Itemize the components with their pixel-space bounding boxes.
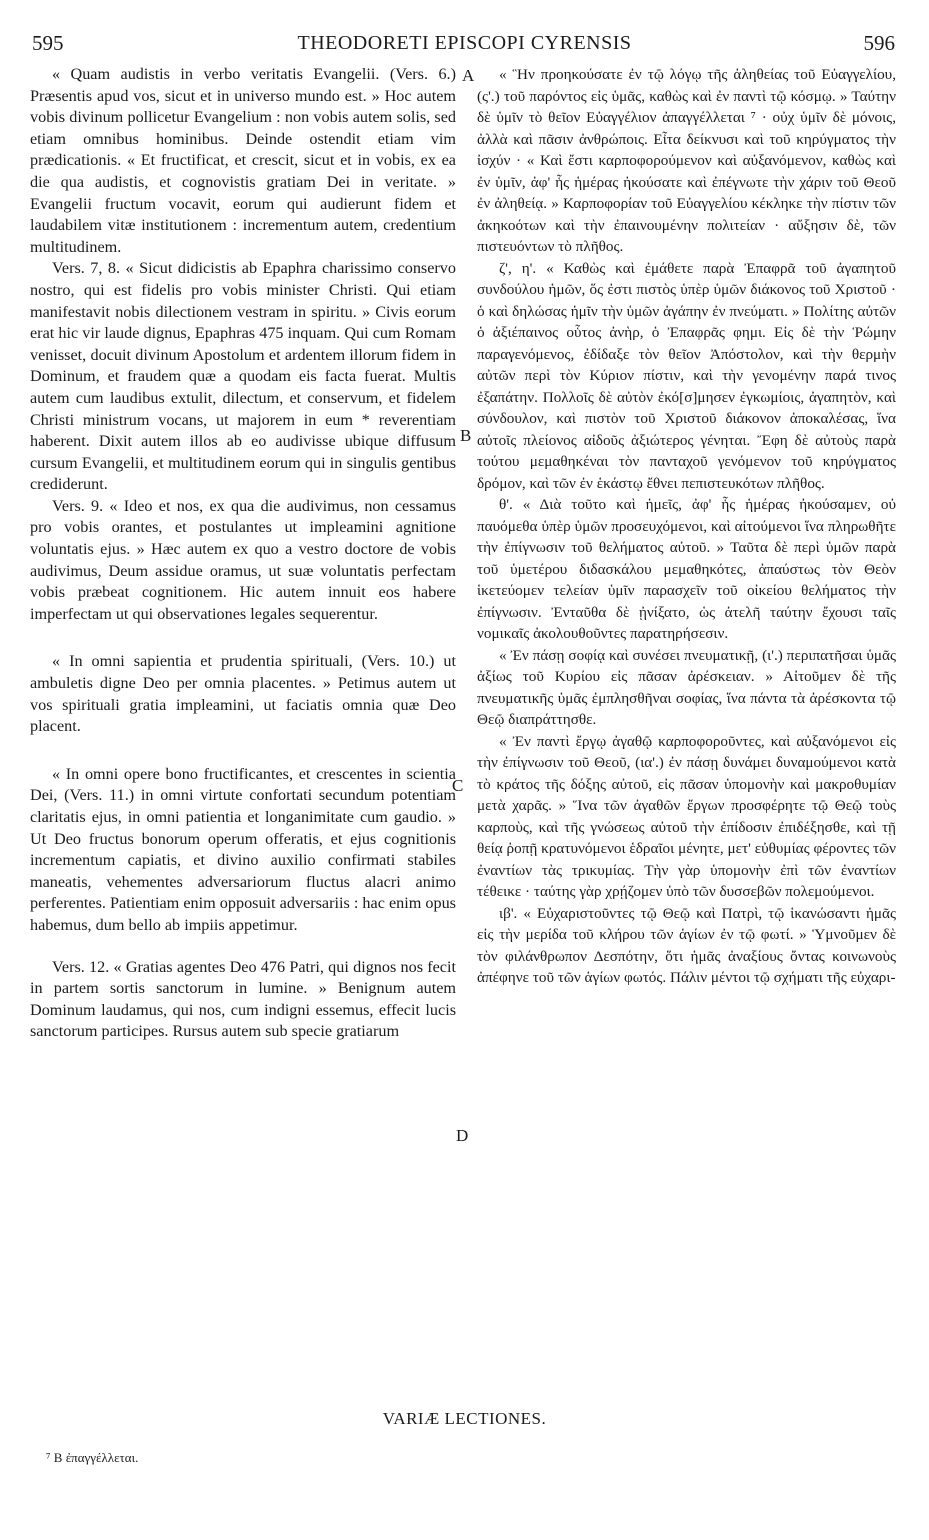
latin-paragraph: « In omni sapientia et prudentia spirituali, (Vers. 10.) ut ambuletis digne Deo per omnia placentes. » Petimus autem ut vos spirituali gratia impleamini, ut faciatis omnia quæ Deo placent. xyxy=(30,652,456,736)
latin-paragraph: Vers. 12. « Gratias agentes Deo 476 Patri, qui dignos nos fecit in partem sortis sanctorum in lumine. » Benignum autem Dominum laudamus, qui nos, cum indigni essemus, effecit lucis sanctorum participes. Rursus autem sub specie gratiarum xyxy=(30,957,456,1041)
greek-paragraph: θ'. « Διὰ τοῦτο καὶ ἡμεῖς, ἀφ' ἧς ἡμέρας ἠκούσαμεν, οὐ παυόμεθα ὑπὲρ ὑμῶν προσευχόμενοι, καὶ αἰτούμενοι ἵνα πληρωθῆτε τὴν ἐπίγνωσιν τοῦ θελήματος αὐτοῦ. » Ταῦτα δὲ περὶ ὑμῶν παρὰ τοῦ ὑμετέρου διδασκάλου μεμαθηκότες, ἀπαύστως τὸν Θεὸν ἱκετεύομεν τελείαν ὑμῖν παρασχεῖν τοῦ οἰκείου θελήματος τὴν ἐπίγνωσιν. Ἐνταῦθα δὲ ᾐνίξατο, ὡς ἀτελῆ ταύτην ἔχουσι ταῖς νομικαῖς ἀκολουθοῦντες παρατηρήσεσιν. xyxy=(477,496,896,642)
margin-letter: B xyxy=(460,426,472,445)
margin-letter: D xyxy=(456,1126,469,1145)
greek-paragraph: ζ', η'. « Καθὼς καὶ ἐμάθετε παρὰ Ἐπαφρᾶ τοῦ ἀγαπητοῦ συνδούλου ἡμῶν, ὅς ἐστι πιστὸς ὑπὲρ ὑμῶν διάκονος τοῦ Χριστοῦ · ὁ καὶ δηλώσας ἡμῖν τὴν ὑμῶν ἀγάπην ἐν πνεύματι. » Πολίτης αὐτῶν ὁ ἀξιέπαινος οὗτος ἀνὴρ, ὁ Ἐπαφρᾶς φημι. Εἰς δὲ τὴν Ῥώμην παραγενόμενος, ἐδίδαξε τὸν θεῖον Ἀπόστολον, καὶ τὴν θερμὴν αὐτῶν περὶ τὸν Κύριον πίστιν, καὶ τὴν γενομένην παρά τινος ἐξαπάτην. Πολλοῖς δὲ αὐτὸν ἐκό[σ]μησεν ἐγκωμίοις, ἀγαπητὸν, καὶ σύνδουλον, καὶ πιστὸν τοῦ Χριστοῦ διάκονον ἀποκαλέσας, ἵνα αὐτοῖς πλείονος αἰδοῦς ἀξιώτερος γένηται. Ἔφη δὲ αὐτοὺς παρὰ τούτου μεμαθηκέναι τὸν πανταχοῦ γενόμενον τοῦ κηρύγματος δρόμον, καὶ τῶν ἐν ἑκάστῳ ἔθνει πεπιστευκότων πλῆθος. xyxy=(477,259,896,492)
greek-paragraph: « Ἐν πάσῃ σοφίᾳ καὶ συνέσει πνευματικῇ, (ι'.) περιπατῆσαι ὑμᾶς ἀξίως τοῦ Κυρίου εἰς πᾶσαν ἀρέσκειαν. » Αἰτοῦμεν δὲ τῆς πνευματικῆς ὑμᾶς ἐμπλησθῆναι σοφίας, ἵνα πάντα τὰ ἀρέσκοντα τῷ Θεῷ διαπράττησθε. xyxy=(477,646,896,728)
latin-paragraph: « In omni opere bono fructificantes, et crescentes in scientia Dei, (Vers. 11.) in omni virtute confortati secundum potentiam claritatis ejus, in omni patientia et longanimitate cum gaudio. » Ut Deo fructus bonorum operum offeratis, et ejus cognitionis incrementum capiatis, et divino auxilio confirmati stabiles maneatis, vehementes adversariorum fluctus alacri animo perferentes. Patientiam enim opposuit adversariis : hac enim opus habemus, dum bello ab impiis appetimur. xyxy=(30,764,456,934)
page-number-right: 596 xyxy=(863,31,895,55)
margin-letter: C xyxy=(452,776,464,795)
latin-paragraph: Vers. 9. « Ideo et nos, ex qua die audivimus, non cessamus pro vobis orantes, et postulantes ut impleamini agnitione voluntatis ejus. » Hæc autem ex quo a vestro doctore de vobis audivimus, Deum assidue oramus, ut suæ voluntatis perfectam vobis præbeat cognitionem. Hic autem innuit eos habere imperfectam ut qui observationes legales sequerentur. xyxy=(30,496,456,623)
greek-paragraph: « Ἣν προηκούσατε ἐν τῷ λόγῳ τῆς ἀληθείας τοῦ Εὐαγγελίου, (ς'.) τοῦ παρόντος εἰς ὑμᾶς, καθὼς καὶ ἐν παντὶ τῷ κόσμῳ. » Ταύτην δὲ ὑμῖν τὸ θεῖον Εὐαγγέλιον ἀπαγγέλλεται ⁷ · οὐχ ὑμῖν δὲ μόνοις, ἀλλὰ καὶ πᾶσιν ἀνθρώποις. Εἶτα δείκνυσι καὶ τοῦ κηρύγματος τὴν ἰσχύν · « Καὶ ἔστι καρποφορούμενον καὶ αὐξανόμενον, καθὼς καὶ ἐν ὑμῖν, ἀφ' ἧς ἡμέρας ἠκούσατε καὶ ἐπέγνωτε τὴν χάριν τοῦ Θεοῦ ἐν ἀληθείᾳ. » Καρποφορίαν τοῦ Εὐαγγελίου κέκληκε τὴν πίστιν τῶν ἀκηκοότων καὶ τὴν ἐπαινουμένην πολιτείαν · αὔξησιν δὲ, τῶν πιστευόντων τὸ πλῆθος. xyxy=(477,66,896,255)
latin-column xyxy=(30,64,456,1043)
latin-paragraph: « Quam audistis in verbo veritatis Evangelii. (Vers. 6.) Præsentis apud vos, sicut et in universo mundo est. » Hoc autem vobis divinum pollicetur Evangelium : non vobis autem solis, sed etiam omnibus hominibus. Deinde ostendit etiam vim prædicationis. « Et fructificat, et crescit, sicut et in vobis, ex ea die qua audistis, et cognovistis gratiam Dei in veritate. » Evangelii fructum vocavit, eorum qui audierunt fidem et laudabilem vitæ institutionem : incrementum autem, credentium multitudinem. xyxy=(30,65,456,256)
apparatus-heading: VARIÆ LECTIONES. xyxy=(382,1409,547,1428)
greek-paragraph: ιβ'. « Εὐχαριστοῦντες τῷ Θεῷ καὶ Πατρὶ, τῷ ἱκανώσαντι ἡμᾶς εἰς τὴν μερίδα τοῦ κλήρου τῶν ἁγίων ἐν τῷ φωτί. » Ὑμνοῦμεν δὲ τὸν φιλάνθρωπον Δεσπότην, ὅτι ἡμᾶς ἀναξίους ὄντας κοινωνοὺς ἀπέφηνε τοῦ τῶν ἁγίων φωτός. Πάλιν μέντοι τῷ σχήματι τῆς εὐχαρι- xyxy=(477,904,896,986)
greek-paragraph: « Ἐν παντὶ ἔργῳ ἀγαθῷ καρποφοροῦντες, καὶ αὐξανόμενοι εἰς τὴν ἐπίγνωσιν τοῦ Θεοῦ, (ια'.) ἐν πάσῃ δυνάμει δυναμούμενοι κατὰ τὸ κράτος τῆς δόξης αὐτοῦ, εἰς πᾶσαν ὑπομονὴν καὶ μακροθυμίαν μετὰ χαρᾶς. » Ἵνα τῶν ἀγαθῶν ἔργων προσφέρητε τῷ Θεῷ τοὺς καρποὺς, καὶ τῆς γνώσεως αὐτοῦ τὴν ἐπίδοσιν ἐπιδέξησθε, καὶ τῇ θείᾳ ῥοπῇ κρατυνόμενοι ἑδραῖοι μένητε, μετ' εὐθυμίας φέροντες τῶν ἐναντίων τὰς τρικυμίας. Τὴν γὰρ ὑπομονὴν ἐπὶ τῶν ἐναντίων τέθεικε · ταύτης γὰρ χρῄζομεν ὑπὸ τῶν δυσσεβῶν πολεμούμενοι. xyxy=(477,732,896,900)
greek-column xyxy=(477,64,896,989)
running-title: THEODORETI EPISCOPI CYRENSIS xyxy=(297,32,632,54)
margin-letter: A xyxy=(462,66,475,85)
page-number-left: 595 xyxy=(32,31,64,55)
latin-paragraph: Vers. 7, 8. « Sicut didicistis ab Epaphra charissimo conservo nostro, qui est fidelis pro vobis minister Christi. Qui etiam manifestavit nobis dilectionem vestram in spiritu. » Civis eorum erat hic vir laude dignus, Epaphras 475 inquam. Qui cum Romam venisset, docuit divinum Apostolum et ardentem illorum fidem in Dominum, et fraudem quæ a quodam eis facta fuerat. Multis autem cum laudibus extulit, dilectum, et conservum, et fidelem Christi ministrum vocans, ut majorem in eum * reverentiam haberent. Dixit autem illos ab eo audivisse ubique diffusum cursum Evangelii, et multitudinem eorum qui in singulis gentibus crediderunt. xyxy=(30,259,456,494)
footnote: ⁷ B ἐπαγγέλλεται. xyxy=(46,1450,139,1465)
